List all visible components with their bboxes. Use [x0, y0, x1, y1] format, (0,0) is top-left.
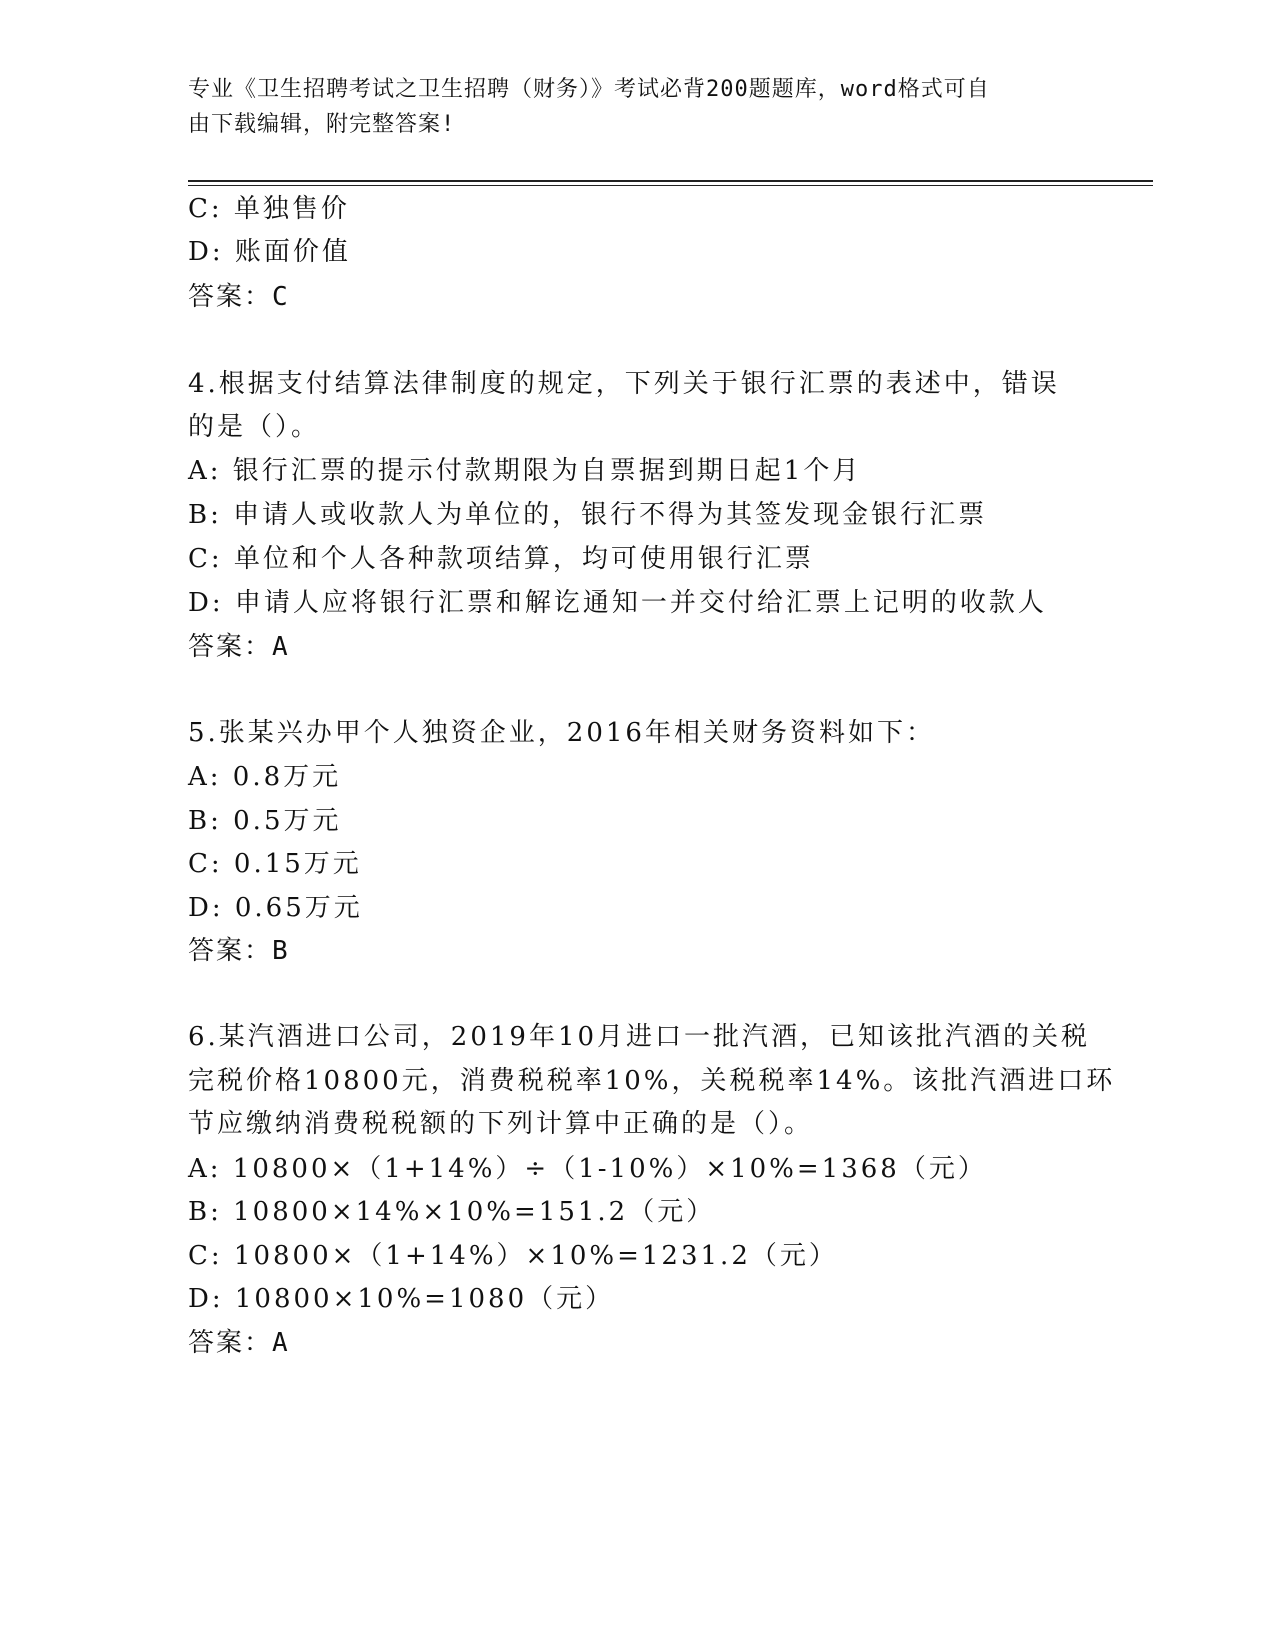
q4-option-a: A: 银行汇票的提示付款期限为自票据到期日起1个月 — [188, 456, 862, 486]
q3-option-d: D: 账面价值 — [188, 237, 351, 267]
q6-option-b: B: 10800×14%×10%=151.2（元） — [188, 1197, 716, 1227]
q4-answer: 答案：A — [188, 632, 290, 662]
q5-option-a: A: 0.8万元 — [188, 762, 342, 792]
header-divider-thin — [188, 185, 1153, 186]
q6-option-d: D: 10800×10%=1080（元） — [188, 1284, 615, 1314]
q6-stem-line-2: 完税价格10800元，消费税税率10%，关税税率14%。该批汽酒进口环 — [188, 1066, 1116, 1096]
q5-answer: 答案：B — [188, 936, 290, 966]
q5-option-b: B: 0.5万元 — [188, 806, 342, 836]
document-header — [188, 72, 1068, 142]
q6-stem-line-3: 节应缴纳消费税税额的下列计算中正确的是（）。 — [188, 1109, 814, 1139]
q4-stem-line-2: 的是（）。 — [188, 412, 321, 442]
q6-option-c: C: 10800×（1+14%）×10%=1231.2（元） — [188, 1241, 838, 1271]
q6-option-a: A: 10800×（1+14%）÷（1-10%）×10%=1368（元） — [188, 1154, 987, 1184]
header-line-2: 由下载编辑，附完整答案! — [188, 112, 456, 137]
q3-answer: 答案：C — [188, 282, 290, 312]
q6-stem-line-1: 6.某汽酒进口公司，2019年10月进口一批汽酒，已知该批汽酒的关税 — [188, 1022, 1091, 1052]
q4-option-d: D: 申请人应将银行汇票和解讫通知一并交付给汇票上记明的收款人 — [188, 588, 1047, 618]
q5-stem-line-1: 5.张某兴办甲个人独资企业，2016年相关财务资料如下： — [188, 718, 935, 748]
q5-option-d: D: 0.65万元 — [188, 893, 363, 923]
header-divider — [188, 180, 1153, 182]
q4-option-c: C: 单位和个人各种款项结算，均可使用银行汇票 — [188, 544, 814, 574]
header-line-1: 专业《卫生招聘考试之卫生招聘（财务）》考试必背200题题库，word格式可自 — [188, 77, 990, 102]
q3-option-c: C: 单独售价 — [188, 194, 350, 224]
q4-option-b: B: 申请人或收款人为单位的，银行不得为其签发现金银行汇票 — [188, 500, 988, 530]
q4-stem-line-1: 4.根据支付结算法律制度的规定，下列关于银行汇票的表述中，错误 — [188, 369, 1060, 399]
q5-option-c: C: 0.15万元 — [188, 849, 362, 879]
q6-answer: 答案：A — [188, 1328, 290, 1358]
